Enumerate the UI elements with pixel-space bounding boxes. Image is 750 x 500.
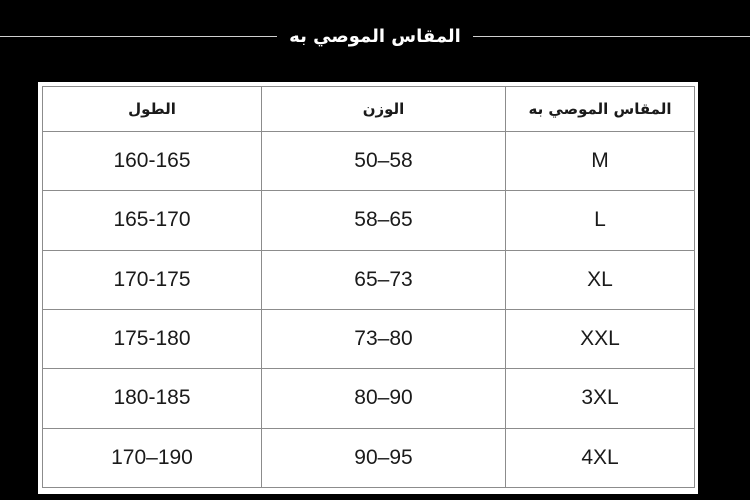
weight-cell: 80–90 bbox=[262, 369, 506, 428]
height-cell: 165-170 bbox=[43, 191, 262, 250]
weight-cell: 90–95 bbox=[262, 428, 506, 487]
table-row bbox=[43, 309, 695, 368]
height-cell: 175-180 bbox=[43, 309, 262, 368]
size-cell: M bbox=[506, 132, 695, 191]
size-cell: XXL bbox=[506, 309, 695, 368]
table-header-row bbox=[43, 87, 695, 132]
title-divider-right bbox=[473, 36, 750, 37]
size-cell: XL bbox=[506, 250, 695, 309]
weight-cell: 50–58 bbox=[262, 132, 506, 191]
size-cell: 3XL bbox=[506, 369, 695, 428]
weight-cell: 73–80 bbox=[262, 309, 506, 368]
table-row bbox=[43, 250, 695, 309]
size-chart-panel bbox=[38, 82, 698, 494]
title-bar bbox=[0, 22, 750, 50]
title-divider-left bbox=[0, 36, 277, 37]
column-header-size: المقاس الموصي به bbox=[506, 87, 695, 132]
size-chart-table bbox=[42, 86, 695, 488]
size-cell: L bbox=[506, 191, 695, 250]
table-row bbox=[43, 369, 695, 428]
page-title: المقاس الموصي به bbox=[289, 25, 461, 47]
height-cell: 170–190 bbox=[43, 428, 262, 487]
column-header-height: الطول bbox=[43, 87, 262, 132]
weight-cell: 58–65 bbox=[262, 191, 506, 250]
height-cell: 180-185 bbox=[43, 369, 262, 428]
size-cell: 4XL bbox=[506, 428, 695, 487]
table-row bbox=[43, 132, 695, 191]
column-header-weight: الوزن bbox=[262, 87, 506, 132]
weight-cell: 65–73 bbox=[262, 250, 506, 309]
height-cell: 160-165 bbox=[43, 132, 262, 191]
table-row bbox=[43, 428, 695, 487]
table-row bbox=[43, 191, 695, 250]
height-cell: 170-175 bbox=[43, 250, 262, 309]
